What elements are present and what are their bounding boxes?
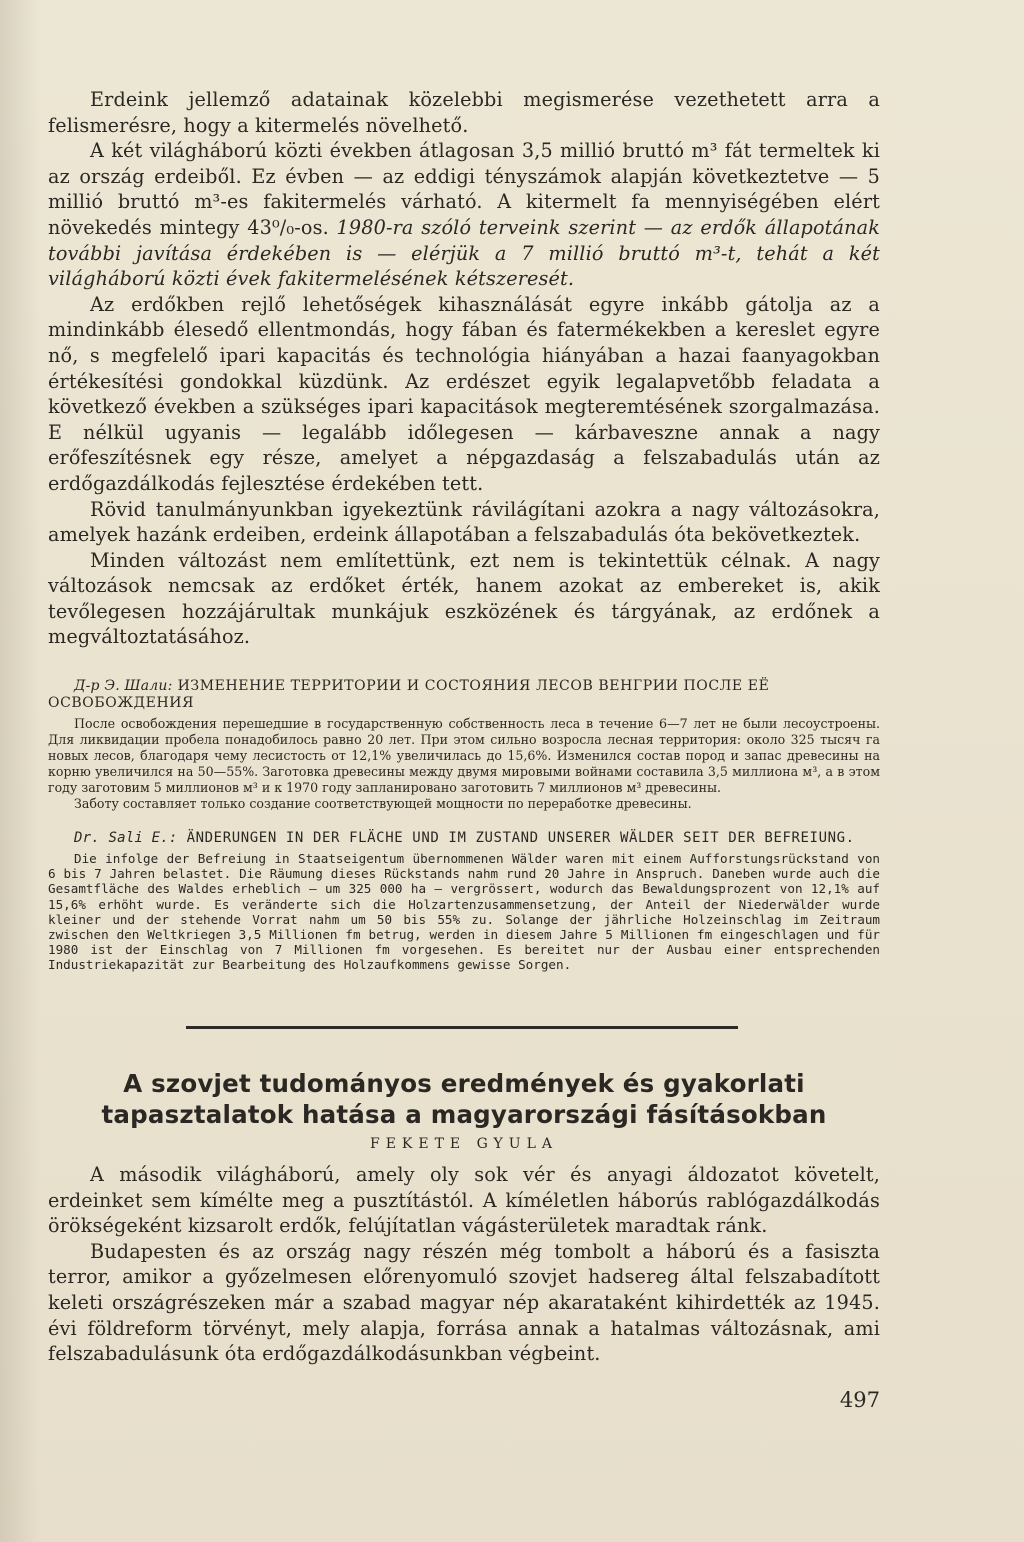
article-title — [48, 1068, 880, 1130]
hungarian-text-block — [48, 87, 880, 650]
summary-heading — [48, 830, 880, 847]
summary-title: ИЗМЕНЕНИЕ ТЕРРИТОРИИ И СОСТОЯНИЯ ЛЕСОВ ВЕНГРИИ ПОСЛЕ ЕЁ ОСВОБОЖДЕНИЯ — [48, 678, 770, 711]
article-title-line: tapasztalatok hatása a magyarországi fásításokban — [101, 1100, 827, 1129]
summary-author: Dr. Sali E.: — [74, 830, 178, 846]
paragraph: A második világháború, amely oly sok vér és anyagi áldozatot követelt, erdeinket sem kímélte meg a pusztítástól. A kíméletlen háborús rablógazdálkodás örökségeként kizsarolt erdők, felújítatlan vágásterületek maradtak ránk. — [48, 1163, 880, 1238]
summary-paragraph: Заботу составляет только создание соответствующей мощности по переработке древесины. — [74, 796, 692, 811]
summary-paragraph: Die infolge der Befreiung in Staatseigentum übernommenen Wälder waren mit einem Aufforstungsrückstand von 6 bis 7 Jahren belastet. Die Räumung dieses Rückstands nahm rund 20 Jahre in Anspruch. Daneben wurde auch die Gesamtfläche des Waldes erheblich — um 325 000 ha — vergrössert, wodurch das Bewaldungsprozent von 12,1% auf 15,6% erhöht wurde. Es veränderte sich die Holzartenzusammensetzung, der Anteil der Niederwälder wurde kleiner und der stehende Vorrat nahm um 50 bis 55% zu. Solange der jährliche Holzeinschlag im Zeitraum zwischen den Weltkriegen 3,5 Millionen fm betrug, werden in diesem Jahre 5 Millionen fm eingeschlagen und für 1980 ist der Einschlag von 7 Millionen fm vorgesehen. Es bereitet nur der Ausbau einer entsprechenden Industriekapazität zur Bearbeitung des Holzaufkommens gewisse Sorgen. — [48, 851, 880, 973]
german-summary — [48, 830, 880, 973]
section-divider — [186, 1026, 738, 1029]
paragraph: Budapesten és az ország nagy részén még tombolt a háború és a fasiszta terror, amikor a győzelmesen előrenyomuló szovjet hadsereg által felszabadított keleti országrészeken már a szabad magyar nép akarataként kihirdették az 1945. évi földreform törvényt, mely alapja, forrása annak a hatalmas változásnak, ami felszabadulásunk óta erdőgazdálkodásunkban végbeint. — [48, 1239, 880, 1366]
paragraph: Az erdőkben rejlő lehetőségek kihasználását egyre inkább gátolja az a mindinkább élesedő ellentmondás, hogy fában és fatermékekben a kereslet egyre nő, s megfelelő ipari kapacitás és technológia hiányában a hazai faanyagokban értékesítési gondokkal küzdünk. Az erdészet egyik legalapvetőbb feladata a következő években a szükséges ipari kapacitások megteremtésének szorgalmazása. E nélkül ugyanis — legalább időlegesen — kárbaveszne annak a nagy erőfeszítésnek egy része, amelyet a népgazdaság a felszabadulás után az erdőgazdálkodás fejlesztése érdekében tett. — [48, 292, 880, 495]
summary-author: Д-р Э. Шали: — [74, 678, 173, 694]
paragraph — [48, 138, 880, 292]
summary-heading — [48, 678, 880, 712]
summary-title: ÄNDERUNGEN IN DER FLÄCHE UND IM ZUSTAND UNSERER WÄLDER SEIT DER BEFREIUNG. — [186, 830, 855, 846]
paragraph-text: A két világháború közti években átlagosan 3,5 millió bruttó m³ fát termeltek ki az ország erdeiből. Ez évben — az eddigi tényszámok alapján következtetve — 5 millió bruttó m³-es fakitermelés várható. A kitermelt fa mennyiségében elért növekedés mintegy 43⁰/₀-os. — [48, 139, 880, 239]
summary-paragraph: После освобождения перешедшие в государственную собственность леса в течение 6—7 лет не были лесоустроены. Для ликвидации пробела понадобилось равно 20 лет. При этом сильно возросла лесная территория: около 325 тысяч га новых лесов, благодаря чему лесистость от 12,1% увеличилась до 15,6%. Изменился состав пород и запас древесины на корню увеличился на 50—55%. Заготовка древесины между двумя мировыми войнами составила 3,5 миллиона м³, а в этом году заготовим 5 миллионов м³ и к 1970 году запланировано заготовить 7 миллионов м³ древесины. — [48, 716, 880, 795]
paragraph: Rövid tanulmányunkban igyekeztünk rávilágítani azokra a nagy változásokra, amelyek hazánk erdeiben, erdeink állapotában a felszabadulás óta bekövetkeztek. — [48, 497, 880, 547]
article-title-line: A szovjet tudományos eredmények és gyakorlati — [123, 1069, 805, 1098]
page-number: 497 — [839, 1388, 880, 1412]
russian-summary — [48, 678, 880, 812]
paragraph: Erdeink jellemző adatainak közelebbi megismerése vezethetett arra a felismerésre, hogy a kitermelés növelhető. — [48, 88, 880, 137]
article-author: FEKETE GYULA — [369, 1136, 558, 1152]
article-body — [48, 1162, 880, 1367]
italic-plan-sentence: 1980-ra szóló terveink szerint — az erdők állapotának további javítása érdekében is — elérjük a 7 millió bruttó m³-t, tehát a két világháború közti évek fakitermelésének kétszeresét. — [48, 215, 880, 291]
paragraph: Minden változást nem említettünk, ezt nem is tekintettük célnak. A nagy változások nemcsak az erdőket érték, hanem azokat az embereket is, akik tevőlegesen hozzájárultak munkájuk eszközének és tárgyának, az erdőnek a megváltoztatásához. — [48, 548, 880, 649]
